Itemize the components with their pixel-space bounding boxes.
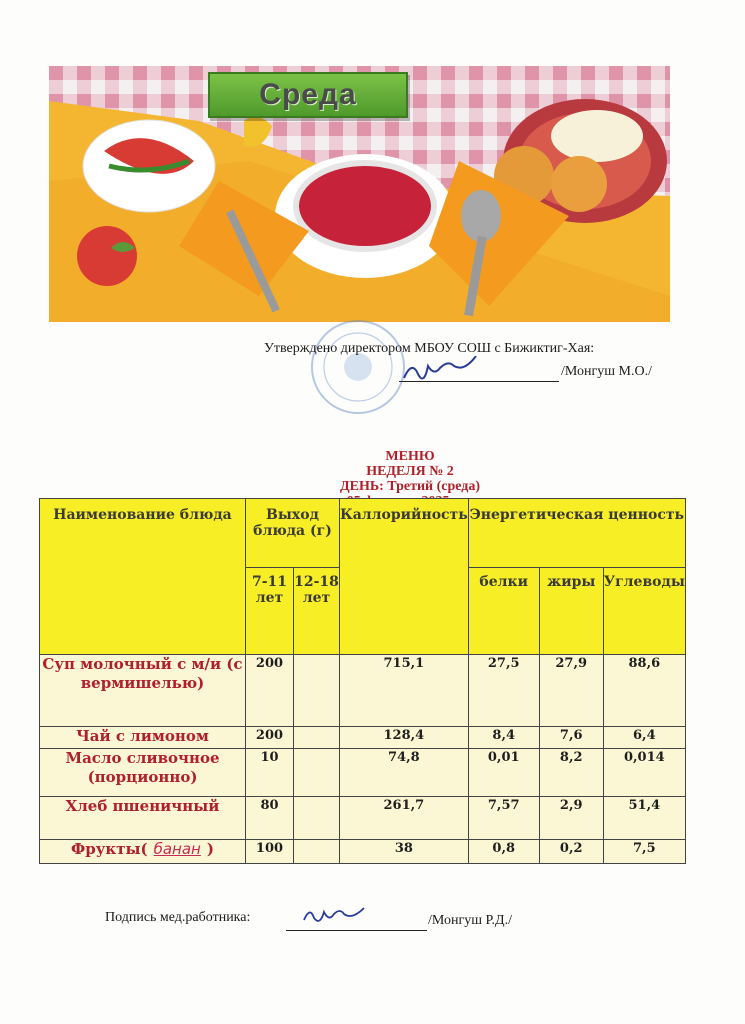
menu-table	[39, 498, 686, 864]
output-7-11: 10	[246, 749, 294, 797]
dish-handwritten: банан	[153, 840, 201, 858]
carbs: 7,5	[603, 840, 685, 864]
fats: 2,9	[539, 797, 603, 840]
calories: 715,1	[340, 655, 469, 727]
fats: 8,2	[539, 749, 603, 797]
header-calories: Каллорийность	[340, 499, 469, 655]
proteins: 8,4	[468, 727, 539, 749]
carbs: 6,4	[603, 727, 685, 749]
output-7-11: 100	[246, 840, 294, 864]
calories: 128,4	[340, 727, 469, 749]
table-row	[40, 840, 686, 864]
header-dish: Наименование блюда	[40, 499, 246, 655]
approval-text: Утверждено директором МБОУ СОШ с Бижиктиг-Хая:	[264, 341, 595, 356]
table-row	[40, 749, 686, 797]
table-row	[40, 797, 686, 840]
proteins: 0,8	[468, 840, 539, 864]
output-12-18	[294, 749, 340, 797]
table-row	[40, 655, 686, 727]
dish-suffix: )	[206, 840, 214, 858]
day-title: ДЕНЬ: Третий (среда)	[339, 479, 481, 494]
carbs: 88,6	[603, 655, 685, 727]
fats: 0,2	[539, 840, 603, 864]
proteins: 7,57	[468, 797, 539, 840]
proteins: 0,01	[468, 749, 539, 797]
header-carbs: Углеводы	[603, 568, 685, 655]
proteins: 27,5	[468, 655, 539, 727]
fats: 27,9	[539, 655, 603, 727]
header-age-7-11: 7-11 лет	[246, 568, 294, 655]
output-12-18	[294, 727, 340, 749]
dish-name: Чай с лимоном	[40, 727, 246, 749]
fats: 7,6	[539, 727, 603, 749]
dish-name	[40, 840, 246, 864]
day-badge: Среда	[208, 72, 408, 118]
output-7-11: 200	[246, 655, 294, 727]
output-12-18	[294, 655, 340, 727]
medic-signature-label: Подпись мед.работника:	[105, 910, 251, 925]
header-fats: жиры	[539, 568, 603, 655]
week-title: НЕДЕЛЯ № 2	[366, 464, 454, 479]
calories: 38	[340, 840, 469, 864]
header-energy: Энергетическая ценность	[468, 499, 685, 568]
carbs: 51,4	[603, 797, 685, 840]
dish-name: Хлеб пшеничный	[40, 797, 246, 840]
table-row	[40, 727, 686, 749]
dish-name: Суп молочный с м/и (с вермишелью)	[40, 655, 246, 727]
output-12-18	[294, 797, 340, 840]
menu-title: МЕНЮ	[385, 449, 435, 464]
output-7-11: 80	[246, 797, 294, 840]
calories: 261,7	[340, 797, 469, 840]
output-12-18	[294, 840, 340, 864]
director-signature-line	[399, 361, 559, 382]
header-age-12-18: 12-18 лет	[294, 568, 340, 655]
header-output: Выход блюда (г)	[246, 499, 340, 568]
carbs: 0,014	[603, 749, 685, 797]
dish-prefix: Фрукты(	[71, 840, 148, 858]
director-name: /Монгуш М.О./	[561, 364, 652, 379]
dish-name: Масло сливочное (порционно)	[40, 749, 246, 797]
calories: 74,8	[340, 749, 469, 797]
output-7-11: 200	[246, 727, 294, 749]
medic-name: /Монгуш Р.Д./	[428, 913, 512, 928]
medic-signature-line	[286, 910, 427, 931]
header-proteins: белки	[468, 568, 539, 655]
